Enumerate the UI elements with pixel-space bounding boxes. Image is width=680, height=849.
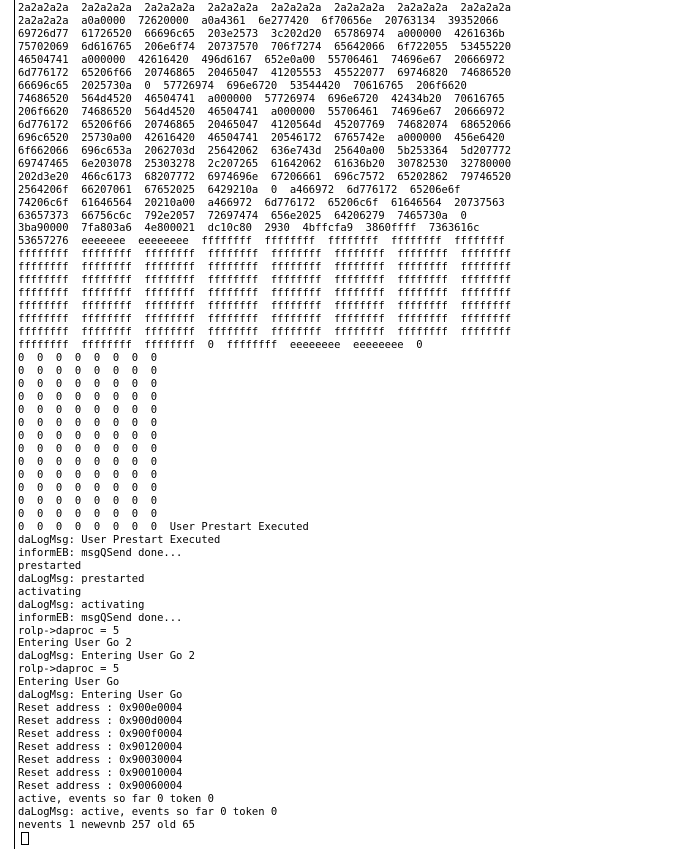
terminal-line: 53657276 eeeeeee eeeeeeee ffffffff ffffffff ffffffff ffffffff ffffffff — [18, 235, 505, 248]
terminal-line: 46504741 a000000 42616420 496d6167 652e0a00 55706461 74696e67 20666972 — [18, 53, 505, 66]
terminal-line: daLogMsg: Entering User Go 2 — [18, 650, 196, 663]
terminal-line: active, events so far 0 token 0 — [18, 793, 214, 806]
terminal-line: informEB: msgQSend done... — [18, 611, 183, 624]
terminal-line: 0 0 0 0 0 0 0 0 — [18, 507, 158, 520]
terminal-line: 0 0 0 0 0 0 0 0 — [18, 352, 158, 365]
terminal-line: Reset address : 0x90030004 — [18, 754, 183, 767]
terminal-line: 2a2a2a2a 2a2a2a2a 2a2a2a2a 2a2a2a2a 2a2a2a2a 2a2a2a2a 2a2a2a2a 2a2a2a2a — [18, 2, 512, 14]
terminal-line: 0 0 0 0 0 0 0 0 — [18, 481, 158, 494]
terminal-line: 2a2a2a2a a0a0000 72620000 a0a4361 6e277420 6f70656e 20763134 39352066 — [18, 14, 499, 27]
terminal-line: 0 0 0 0 0 0 0 0 — [18, 429, 158, 442]
terminal-line: 69747465 6e203078 25303278 2c207265 61642062 61636b20 30782530 32780000 — [18, 157, 512, 170]
terminal-line: nevents 1 newevnb 257 old 65 — [18, 819, 196, 832]
terminal-line: rolp->daproc = 5 — [18, 663, 120, 676]
terminal-line: ffffffff ffffffff ffffffff ffffffff ffffffff ffffffff ffffffff ffffffff — [18, 300, 512, 313]
terminal-line: 696c6520 25730a00 42616420 46504741 20546172 6765742e a000000 456e6420 — [18, 131, 505, 144]
terminal-line: 0 0 0 0 0 0 0 0 User Prestart Executed — [18, 520, 309, 533]
terminal-line: ffffffff ffffffff ffffffff ffffffff ffffffff ffffffff ffffffff ffffffff — [18, 248, 512, 261]
terminal-line: Reset address : 0x90120004 — [18, 741, 183, 754]
prompt-line[interactable] — [18, 832, 680, 845]
terminal-line: daLogMsg: prestarted — [18, 572, 145, 585]
terminal-line: 74686520 564d4520 46504741 a000000 57726974 696e6720 42434b20 70616765 — [18, 92, 505, 105]
terminal-line: activating — [18, 585, 82, 598]
terminal-line: 2564206f 66207061 67652025 6429210a 0 a466972 6d776172 65206e6f — [18, 183, 461, 196]
terminal-line: 0 0 0 0 0 0 0 0 — [18, 378, 158, 391]
terminal-line: 6f662066 696c653a 2062703d 25642062 636e743d 25640a00 5b253364 5d207772 — [18, 144, 512, 157]
terminal-line: 3ba90000 7fa803a6 4e800021 dc10c80 2930 4bffcfa9 3860ffff 7363616c — [18, 222, 480, 235]
terminal-line: daLogMsg: Entering User Go — [18, 689, 183, 702]
terminal-line: 6d776172 65206f66 20746865 20465047 4120564d 45207769 74682074 68652066 — [18, 118, 512, 131]
terminal-line: Reset address : 0x90010004 — [18, 767, 183, 780]
terminal-line: 63657373 66756c6c 792e2057 72697474 656e2025 64206279 7465730a 0 — [18, 209, 467, 222]
terminal-line: rolp->daproc = 5 — [18, 624, 120, 637]
terminal-line: daLogMsg: active, events so far 0 token 0 — [18, 806, 278, 819]
terminal-line: Reset address : 0x900f0004 — [18, 728, 183, 741]
terminal-line: 69726d77 61726520 66696c65 203e2573 3c202d20 65786974 a000000 4261636b — [18, 27, 505, 40]
terminal-line: Entering User Go 2 — [18, 637, 132, 650]
terminal-line: 75702069 6d616765 206e6f74 20737570 706f7274 65642066 6f722055 53455220 — [18, 40, 512, 53]
terminal-line: 0 0 0 0 0 0 0 0 — [18, 417, 158, 429]
terminal-line: daLogMsg: User Prestart Executed — [18, 533, 221, 546]
terminal-line: 0 0 0 0 0 0 0 0 — [18, 391, 158, 404]
terminal-line: 66696c65 2025730a 0 57726974 696e6720 53544420 70616765 206f6620 — [18, 79, 467, 92]
terminal-line: 74206c6f 61646564 20210a00 a466972 6d776172 65206c6f 61646564 20737563 — [18, 196, 505, 209]
terminal-line: 206f6620 74686520 564d4520 46504741 a000000 55706461 74696e67 20666972 — [18, 105, 505, 118]
terminal-line: 0 0 0 0 0 0 0 0 — [18, 404, 158, 417]
terminal-line: 0 0 0 0 0 0 0 0 — [18, 494, 158, 507]
terminal-line: ffffffff ffffffff ffffffff ffffffff ffffffff ffffffff ffffffff ffffffff — [18, 287, 512, 300]
terminal-line: ffffffff ffffffff ffffffff ffffffff ffffffff ffffffff ffffffff ffffffff — [18, 274, 512, 287]
terminal-line: ffffffff ffffffff ffffffff ffffffff ffffffff ffffffff ffffffff ffffffff — [18, 261, 512, 274]
terminal-output[interactable] — [14, 0, 680, 849]
terminal-line: informEB: msgQSend done... — [18, 546, 183, 559]
terminal-line: Reset address : 0x900e0004 — [18, 702, 183, 715]
terminal-line: Reset address : 0x900d0004 — [18, 715, 183, 728]
terminal-line: 202d3e20 466c6173 68207772 6974696e 67206661 696c7572 65202862 79746520 — [18, 170, 512, 183]
terminal-line: 0 0 0 0 0 0 0 0 — [18, 455, 158, 468]
terminal-line: 0 0 0 0 0 0 0 0 — [18, 468, 158, 481]
terminal-line: Reset address : 0x90060004 — [18, 780, 183, 793]
terminal-line: Entering User Go — [18, 676, 120, 689]
terminal-line: ffffffff ffffffff ffffffff ffffffff ffffffff ffffffff ffffffff ffffffff — [18, 313, 512, 326]
terminal-line: prestarted — [18, 559, 82, 572]
cursor — [21, 832, 29, 845]
terminal-line: daLogMsg: activating — [18, 598, 145, 611]
terminal-line: 0 0 0 0 0 0 0 0 — [18, 442, 158, 455]
terminal-line: 0 0 0 0 0 0 0 0 — [18, 365, 158, 378]
terminal-line: ffffffff ffffffff ffffffff ffffffff ffffffff ffffffff ffffffff ffffffff — [18, 326, 512, 339]
terminal-line: ffffffff ffffffff ffffffff 0 ffffffff eeeeeeee eeeeeeee 0 — [18, 339, 423, 352]
terminal-line: 6d776172 65206f66 20746865 20465047 41205553 45522077 69746820 74686520 — [18, 66, 512, 79]
